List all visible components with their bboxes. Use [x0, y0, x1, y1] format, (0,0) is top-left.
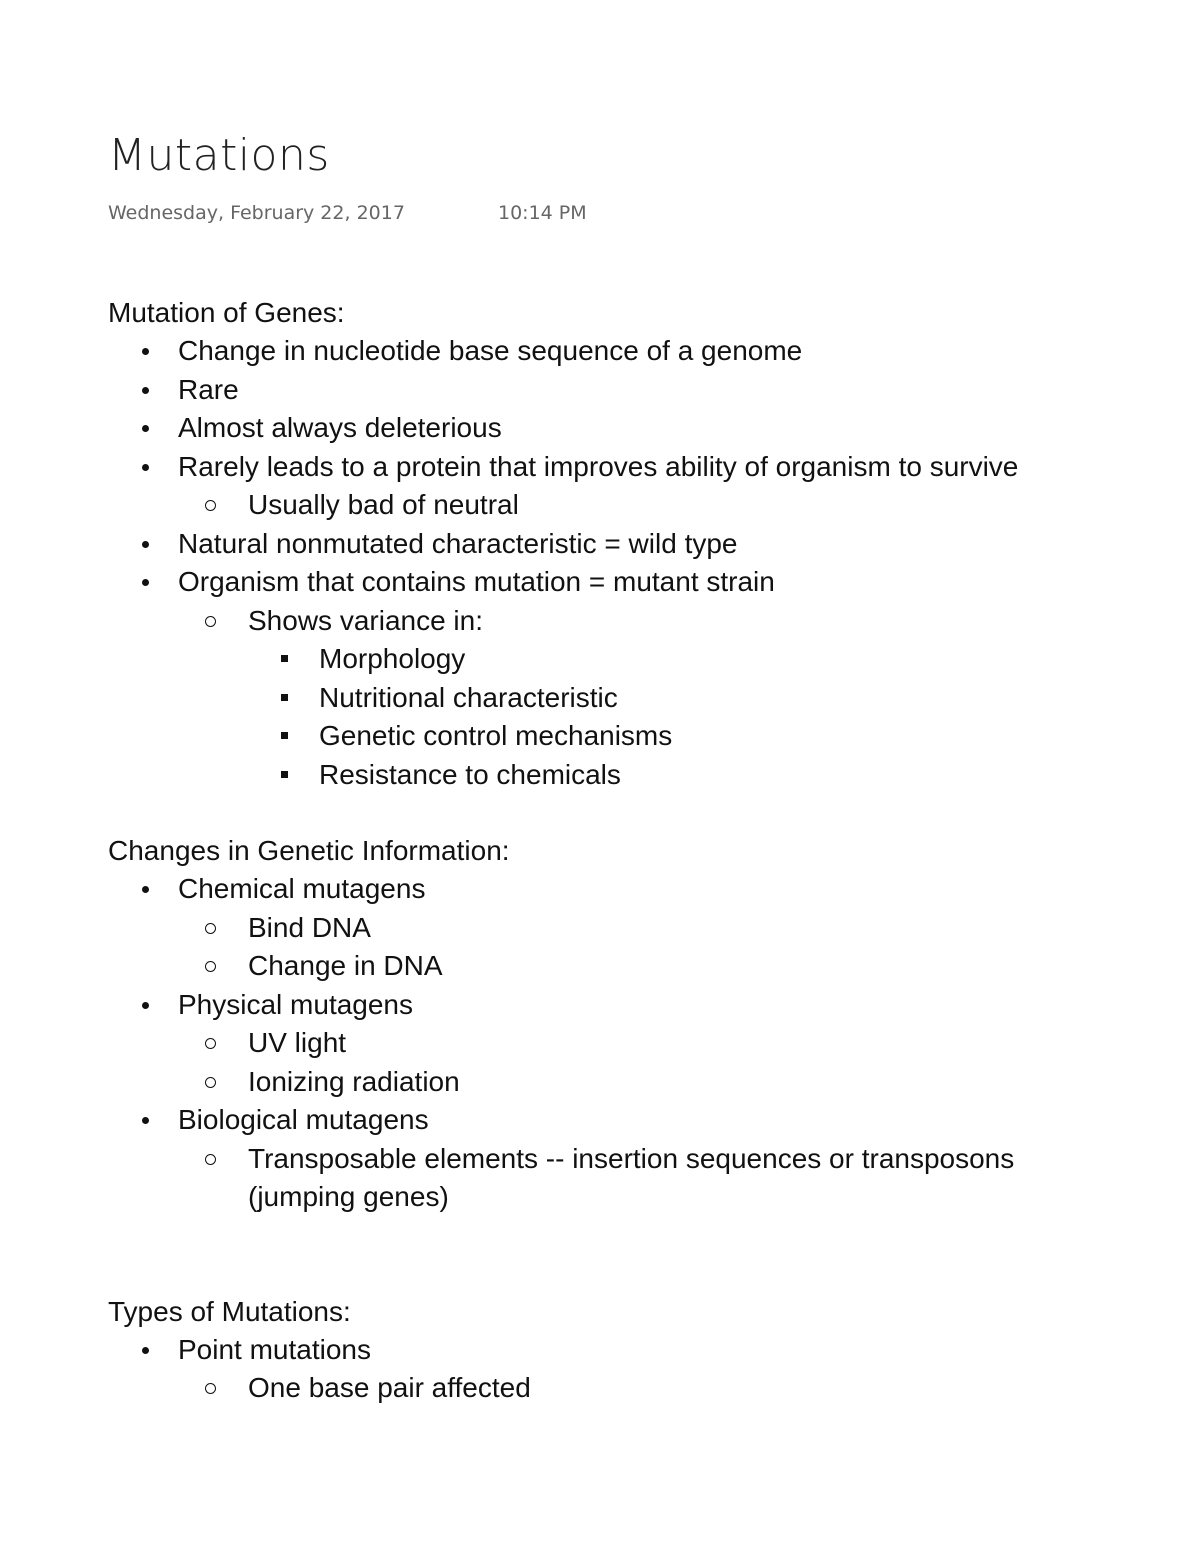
list-subitem: Shows variance in: [108, 602, 1178, 641]
page-title: Mutations [108, 130, 330, 181]
bullet-circle-icon [205, 1383, 216, 1394]
list-subitem: Transposable elements -- insertion sequences or transposons (jumping genes) [108, 1140, 1108, 1217]
list-subsubitem: Resistance to chemicals [108, 756, 1178, 795]
bullet-dot-icon [142, 1347, 149, 1354]
bullet-circle-icon [205, 1038, 216, 1049]
list-item: Physical mutagens [108, 986, 1178, 1025]
section-changes-in-genetic-information [108, 832, 1178, 1217]
list-item: Rarely leads to a protein that improves ability of organism to survive [108, 448, 1078, 487]
bullet-dot-icon [142, 348, 149, 355]
bullet-dot-icon [142, 579, 149, 586]
page-date: Wednesday, February 22, 2017 [108, 202, 405, 224]
spacer [108, 1217, 1178, 1293]
bullet-dot-icon [142, 425, 149, 432]
bullet-square-icon [281, 732, 288, 739]
bullet-dot-icon [142, 886, 149, 893]
list-subsubitem: Nutritional characteristic [108, 679, 1178, 718]
note-body [108, 294, 1178, 1436]
list-item: Natural nonmutated characteristic = wild type [108, 525, 1178, 564]
bullet-dot-icon [142, 1117, 149, 1124]
section-types-of-mutations [108, 1293, 1178, 1408]
page-time: 10:14 PM [498, 202, 587, 224]
list-subsubitem: Genetic control mechanisms [108, 717, 1178, 756]
bullet-circle-icon [205, 500, 216, 511]
list-item: Organism that contains mutation = mutant strain [108, 563, 1178, 602]
bullet-circle-icon [205, 923, 216, 934]
list-subsubitem: Morphology [108, 640, 1178, 679]
list-item: Chemical mutagens [108, 870, 1178, 909]
list-item: Rare [108, 371, 1178, 410]
section-heading: Changes in Genetic Information: [108, 835, 510, 866]
list-subitem: Ionizing radiation [108, 1063, 1178, 1102]
bullet-circle-icon [205, 961, 216, 972]
bullet-circle-icon [205, 1154, 216, 1165]
bullet-dot-icon [142, 464, 149, 471]
list-item: Almost always deleterious [108, 409, 1178, 448]
list-item: Change in nucleotide base sequence of a genome [108, 332, 1178, 371]
bullet-square-icon [281, 655, 288, 662]
bullet-circle-icon [205, 1077, 216, 1088]
bullet-square-icon [281, 771, 288, 778]
list-subitem: Usually bad of neutral [108, 486, 1178, 525]
bullet-dot-icon [142, 1002, 149, 1009]
spacer [108, 794, 1178, 832]
bullet-dot-icon [142, 541, 149, 548]
list-item: Biological mutagens [108, 1101, 1178, 1140]
section-heading: Types of Mutations: [108, 1295, 351, 1327]
bullet-circle-icon [205, 616, 216, 627]
section-mutation-of-genes [108, 294, 1178, 794]
bullet-dot-icon [142, 387, 149, 394]
list-subitem: Change in DNA [108, 947, 1178, 986]
bullet-square-icon [281, 694, 288, 701]
list-item: Point mutations [108, 1331, 1178, 1370]
list-subitem: Bind DNA [108, 909, 1178, 948]
list-subitem: UV light [108, 1024, 1178, 1063]
section-heading: Mutation of Genes: [108, 297, 345, 328]
list-subitem: One base pair affected [108, 1369, 1178, 1408]
